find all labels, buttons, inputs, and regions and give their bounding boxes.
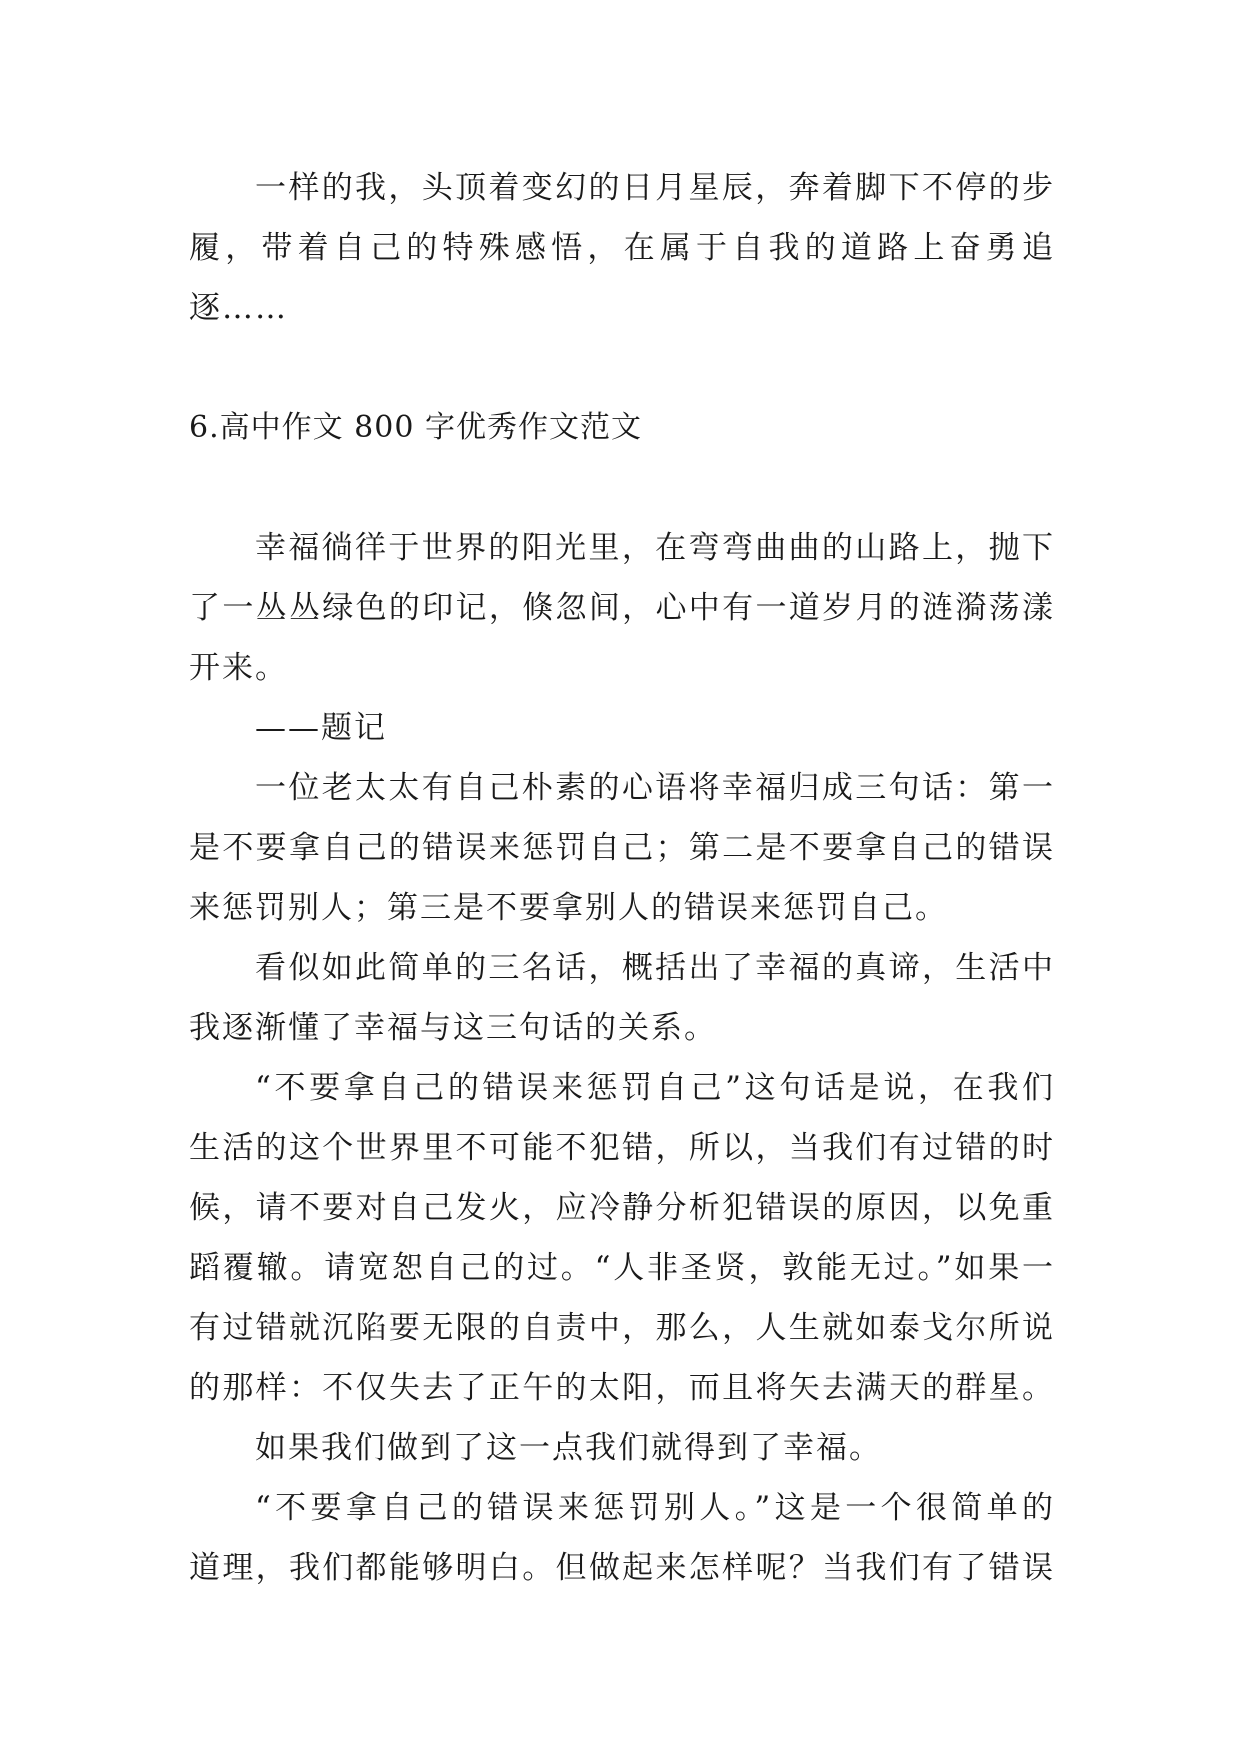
text-line: 如果我们做到了这一点我们就得到了幸福。	[255, 1430, 882, 1466]
document-body	[189, 158, 1055, 1598]
text-line: 逐……	[189, 290, 288, 326]
text-line: 道理，我们都能够明白。但做起来怎样呢？当我们有了错误	[189, 1550, 1055, 1586]
section-heading: 6.高中作文 800 字优秀作文范文	[189, 410, 642, 445]
text-line: 候，请不要对自己发火，应冷静分析犯错误的原因，以免重	[189, 1190, 1055, 1226]
epigraph-attribution: ——题记	[255, 710, 387, 746]
text-line: 是不要拿自己的错误来惩罚自己；第二是不要拿自己的错误	[189, 830, 1055, 866]
essay-body	[189, 518, 1055, 1598]
text-line: 幸福徜徉于世界的阳光里，在弯弯曲曲的山路上，抛下	[255, 530, 1055, 566]
text-line: 生活的这个世界里不可能不犯错，所以，当我们有过错的时	[189, 1130, 1055, 1166]
text-line: 我逐渐懂了幸福与这三句话的关系。	[189, 1010, 717, 1046]
text-line: 来惩罚别人；第三是不要拿别人的错误来惩罚自己。	[189, 890, 948, 926]
text-line: 有过错就沉陷要无限的自责中，那么，人生就如泰戈尔所说	[189, 1310, 1055, 1346]
text-line: 一位老太太有自己朴素的心语将幸福归成三句话：第一	[255, 770, 1055, 806]
text-line: 开来。	[189, 650, 288, 686]
intro-paragraph	[189, 158, 1055, 338]
text-line: 履，带着自己的特殊感悟，在属于自我的道路上奋勇追	[189, 230, 1055, 266]
text-line: “不要拿自己的错误来惩罚自己”这句话是说，在我们	[255, 1070, 1055, 1106]
text-line: 的那样：不仅失去了正午的太阳，而且将矢去满天的群星。	[189, 1370, 1055, 1406]
text-line: “不要拿自己的错误来惩罚别人。”这是一个很简单的	[255, 1490, 1055, 1526]
text-line: 蹈覆辙。请宽恕自己的过。“人非圣贤，敦能无过。”如果一	[189, 1250, 1055, 1286]
text-line: 看似如此简单的三名话，概括出了幸福的真谛，生活中	[255, 950, 1055, 986]
text-line: 了一丛丛绿色的印记，倏忽间，心中有一道岁月的涟漪荡漾	[189, 590, 1055, 626]
text-line: 一样的我，头顶着变幻的日月星辰，奔着脚下不停的步	[255, 170, 1055, 206]
